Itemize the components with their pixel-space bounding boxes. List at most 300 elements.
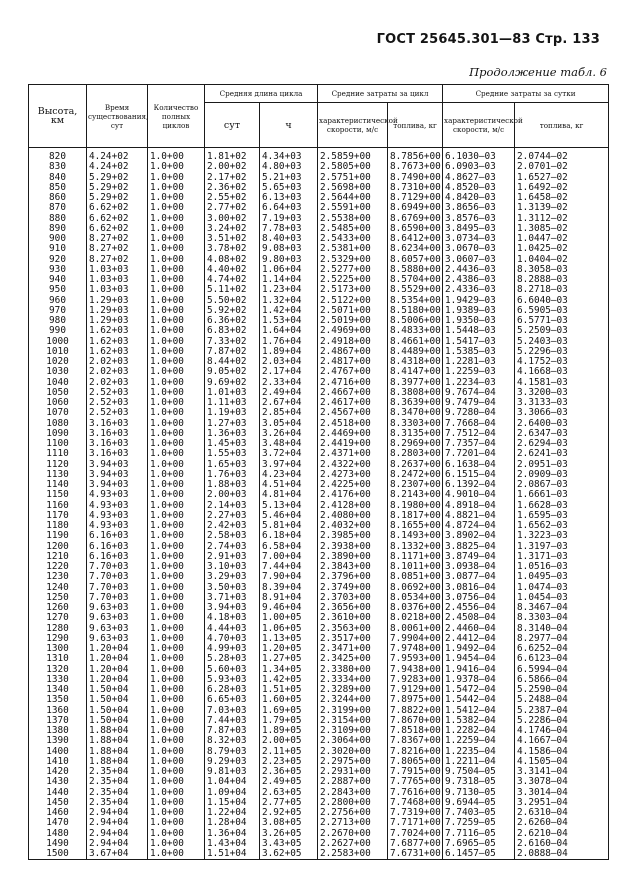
cell-fuel-per-cycle: 8.4318+00 [388, 357, 443, 367]
cell-cycle-count: 1.0+00 [148, 654, 205, 664]
cell-cycle-days: 9.05+02 [205, 367, 260, 377]
table-row [29, 716, 609, 726]
cell-lifetime: 9.63+03 [87, 603, 148, 613]
cell-fuel-per-day: 6.5994—04 [515, 665, 609, 675]
cell-fuel-per-cycle: 8.5180+00 [388, 306, 443, 316]
cell-velocity-per-cycle: 2.3938+00 [318, 542, 388, 552]
cell-cycle-hours: 2.49+04 [260, 388, 318, 398]
cell-velocity-per-cycle: 2.5329+00 [318, 255, 388, 265]
cell-velocity-per-cycle: 2.4322+00 [318, 460, 388, 470]
cell-height: 890 [29, 224, 87, 234]
cell-velocity-per-cycle: 2.3199+00 [318, 706, 388, 716]
cell-lifetime: 5.29+02 [87, 183, 148, 193]
cell-velocity-per-day: 3.0756—04 [443, 593, 515, 603]
table-row [29, 367, 609, 377]
cell-height: 1210 [29, 552, 87, 562]
cell-fuel-per-day: 2.0867—03 [515, 480, 609, 490]
cell-cycle-count: 1.0+00 [148, 777, 205, 787]
cell-velocity-per-cycle: 2.3064+00 [318, 736, 388, 746]
cell-cycle-days: 7.03+03 [205, 706, 260, 716]
cell-lifetime: 2.02+03 [87, 357, 148, 367]
cell-cycle-count: 1.0+00 [148, 470, 205, 480]
cell-lifetime: 9.63+03 [87, 613, 148, 623]
cell-height: 1370 [29, 716, 87, 726]
cell-cycle-hours: 3.97+04 [260, 460, 318, 470]
table-row [29, 148, 609, 163]
cell-cycle-days: 2.77+02 [205, 203, 260, 213]
table-row [29, 337, 609, 347]
cell-velocity-per-cycle: 2.2627+00 [318, 839, 388, 849]
cell-cycle-hours: 1.60+05 [260, 695, 318, 705]
cell-velocity-per-cycle: 2.3610+00 [318, 613, 388, 623]
cell-cycle-count: 1.0+00 [148, 798, 205, 808]
cell-height: 1040 [29, 378, 87, 388]
cell-cycle-days: 8.32+03 [205, 736, 260, 746]
cell-cycle-days: 2.00+02 [205, 162, 260, 172]
cell-height: 1440 [29, 788, 87, 798]
cell-fuel-per-day: 1.3085—02 [515, 224, 609, 234]
cell-fuel-per-day: 1.0404—02 [515, 255, 609, 265]
cell-fuel-per-day: 1.6458—02 [515, 193, 609, 203]
cell-fuel-per-cycle: 8.1655+00 [388, 521, 443, 531]
cell-fuel-per-day: 1.3223—03 [515, 531, 609, 541]
cell-fuel-per-day: 1.6595—03 [515, 511, 609, 521]
cell-cycle-days: 1.28+04 [205, 818, 260, 828]
cell-fuel-per-cycle: 7.9438+00 [388, 665, 443, 675]
table-row [29, 603, 609, 613]
cell-fuel-per-cycle: 8.6057+00 [388, 255, 443, 265]
cell-cycle-count: 1.0+00 [148, 203, 205, 213]
cell-lifetime: 2.94+04 [87, 818, 148, 828]
cell-velocity-per-day: 4.8821—04 [443, 511, 515, 521]
cell-velocity-per-day: 7.7403—05 [443, 808, 515, 818]
cell-cycle-hours: 9.08+03 [260, 244, 318, 254]
cell-cycle-days: 1.01+03 [205, 388, 260, 398]
cell-velocity-per-day: 4.8627—03 [443, 173, 515, 183]
cell-lifetime: 6.16+03 [87, 542, 148, 552]
cell-lifetime: 4.24+02 [87, 162, 148, 172]
cell-velocity-per-day: 6.0903—03 [443, 162, 515, 172]
cell-velocity-per-day: 1.5472—04 [443, 685, 515, 695]
cell-fuel-per-cycle: 8.0061+00 [388, 624, 443, 634]
cell-fuel-per-day: 3.3014—04 [515, 788, 609, 798]
table-row [29, 542, 609, 552]
group-header-cycle-length: Средняя длина цикла [205, 85, 318, 103]
cell-lifetime: 1.29+03 [87, 296, 148, 306]
cell-velocity-per-day: 1.5385—03 [443, 347, 515, 357]
cell-fuel-per-day: 4.1505—04 [515, 757, 609, 767]
cell-lifetime: 1.88+04 [87, 736, 148, 746]
cell-fuel-per-cycle: 8.5880+00 [388, 265, 443, 275]
cell-height: 1020 [29, 357, 87, 367]
cell-height: 910 [29, 244, 87, 254]
cell-cycle-count: 1.0+00 [148, 531, 205, 541]
cell-cycle-hours: 2.17+04 [260, 367, 318, 377]
cell-height: 1400 [29, 747, 87, 757]
cell-height: 1470 [29, 818, 87, 828]
cell-cycle-count: 1.0+00 [148, 244, 205, 254]
page-header: ГОСТ 25645.301—83 Стр. 133 [376, 32, 600, 47]
table-row [29, 552, 609, 562]
cell-cycle-count: 1.0+00 [148, 521, 205, 531]
table-row [29, 244, 609, 254]
table-row [29, 490, 609, 500]
cell-lifetime: 2.52+03 [87, 408, 148, 418]
cell-velocity-per-cycle: 2.5019+00 [318, 316, 388, 326]
cell-fuel-per-cycle: 8.3977+00 [388, 378, 443, 388]
cell-cycle-count: 1.0+00 [148, 398, 205, 408]
cell-velocity-per-day: 1.2234—03 [443, 378, 515, 388]
cell-cycle-days: 1.45+03 [205, 439, 260, 449]
cell-cycle-count: 1.0+00 [148, 224, 205, 234]
cell-cycle-hours: 7.78+03 [260, 224, 318, 234]
cell-velocity-per-cycle: 2.3020+00 [318, 747, 388, 757]
cell-fuel-per-cycle: 8.6590+00 [388, 224, 443, 234]
cell-velocity-per-cycle: 2.4176+00 [318, 490, 388, 500]
cell-velocity-per-day: 6.1030—03 [443, 148, 515, 163]
cell-velocity-per-day: 1.5412—04 [443, 706, 515, 716]
cell-height: 900 [29, 234, 87, 244]
cell-lifetime: 7.70+03 [87, 593, 148, 603]
cell-cycle-count: 1.0+00 [148, 736, 205, 746]
cell-fuel-per-cycle: 8.1011+00 [388, 562, 443, 572]
table-row [29, 265, 609, 275]
cell-cycle-count: 1.0+00 [148, 716, 205, 726]
cell-lifetime: 6.62+02 [87, 214, 148, 224]
cell-fuel-per-cycle: 8.0692+00 [388, 583, 443, 593]
table-row [29, 203, 609, 213]
cell-fuel-per-day: 6.6252—04 [515, 644, 609, 654]
table-row [29, 818, 609, 828]
cell-height: 840 [29, 173, 87, 183]
cell-lifetime: 3.67+04 [87, 849, 148, 860]
cell-fuel-per-cycle: 7.9283+00 [388, 675, 443, 685]
cell-fuel-per-cycle: 7.7024+00 [388, 829, 443, 839]
cell-fuel-per-cycle: 8.5704+00 [388, 275, 443, 285]
cell-velocity-per-day: 2.4460—04 [443, 624, 515, 634]
cell-fuel-per-day: 6.6123—04 [515, 654, 609, 664]
cell-height: 1310 [29, 654, 87, 664]
cell-height: 1190 [29, 531, 87, 541]
table-row [29, 501, 609, 511]
cell-cycle-count: 1.0+00 [148, 747, 205, 757]
cell-height: 1000 [29, 337, 87, 347]
cell-velocity-per-day: 1.5448—03 [443, 326, 515, 336]
cell-cycle-hours: 1.89+05 [260, 726, 318, 736]
cell-height: 1460 [29, 808, 87, 818]
cell-height: 970 [29, 306, 87, 316]
data-table [28, 84, 609, 860]
cell-cycle-hours: 6.13+03 [260, 193, 318, 203]
cell-fuel-per-cycle: 7.7171+00 [388, 818, 443, 828]
cell-velocity-per-cycle: 2.5859+00 [318, 148, 388, 163]
cell-velocity-per-cycle: 2.4867+00 [318, 347, 388, 357]
cell-velocity-per-day: 1.9492—04 [443, 644, 515, 654]
cell-lifetime: 3.94+03 [87, 460, 148, 470]
table-row [29, 378, 609, 388]
cell-velocity-per-day: 3.0607—03 [443, 255, 515, 265]
cell-height: 1250 [29, 593, 87, 603]
table-row [29, 593, 609, 603]
cell-cycle-hours: 2.00+05 [260, 736, 318, 746]
cell-cycle-days: 5.50+02 [205, 296, 260, 306]
cell-cycle-count: 1.0+00 [148, 829, 205, 839]
cell-velocity-per-cycle: 2.5122+00 [318, 296, 388, 306]
cell-height: 1330 [29, 675, 87, 685]
cell-velocity-per-cycle: 2.4767+00 [318, 367, 388, 377]
cell-cycle-hours: 1.64+04 [260, 326, 318, 336]
cell-lifetime: 1.50+04 [87, 685, 148, 695]
cell-height: 990 [29, 326, 87, 336]
cell-fuel-per-cycle: 8.3303+00 [388, 419, 443, 429]
cell-cycle-count: 1.0+00 [148, 449, 205, 459]
cell-velocity-per-cycle: 2.3563+00 [318, 624, 388, 634]
cell-fuel-per-cycle: 8.5354+00 [388, 296, 443, 306]
cell-velocity-per-cycle: 2.3380+00 [318, 665, 388, 675]
cell-cycle-days: 1.11+03 [205, 398, 260, 408]
table-row [29, 757, 609, 767]
cell-fuel-per-cycle: 8.7310+00 [388, 183, 443, 193]
cell-velocity-per-day: 9.7280—04 [443, 408, 515, 418]
cell-cycle-count: 1.0+00 [148, 757, 205, 767]
cell-velocity-per-day: 1.9378—04 [443, 675, 515, 685]
cell-cycle-hours: 6.64+03 [260, 203, 318, 213]
cell-fuel-per-day: 2.0701—02 [515, 162, 609, 172]
cell-height: 1080 [29, 419, 87, 429]
table-row [29, 531, 609, 541]
cell-cycle-days: 3.78+02 [205, 244, 260, 254]
table-row [29, 193, 609, 203]
cell-velocity-per-cycle: 2.4817+00 [318, 357, 388, 367]
cell-velocity-per-day: 1.2211—04 [443, 757, 515, 767]
cell-cycle-hours: 1.14+04 [260, 275, 318, 285]
cell-velocity-per-day: 9.7504—05 [443, 767, 515, 777]
cell-cycle-count: 1.0+00 [148, 767, 205, 777]
cell-height: 1220 [29, 562, 87, 572]
cell-cycle-count: 1.0+00 [148, 173, 205, 183]
subheader-fuel-cycle: топлива, кг [388, 103, 443, 148]
cell-height: 1240 [29, 583, 87, 593]
cell-lifetime: 1.29+03 [87, 306, 148, 316]
cell-fuel-per-cycle: 7.8670+00 [388, 716, 443, 726]
cell-cycle-hours: 1.06+04 [260, 265, 318, 275]
cell-cycle-count: 1.0+00 [148, 460, 205, 470]
table-row [29, 275, 609, 285]
table-row [29, 214, 609, 224]
cell-height: 1050 [29, 388, 87, 398]
table-row [29, 562, 609, 572]
cell-height: 850 [29, 183, 87, 193]
cell-cycle-hours: 8.40+03 [260, 234, 318, 244]
cell-lifetime: 4.93+03 [87, 521, 148, 531]
cell-lifetime: 3.94+03 [87, 470, 148, 480]
cell-cycle-days: 2.36+02 [205, 183, 260, 193]
cell-velocity-per-day: 7.7357—04 [443, 439, 515, 449]
cell-height: 1420 [29, 767, 87, 777]
table-row [29, 408, 609, 418]
cell-fuel-per-day: 8.2977—04 [515, 634, 609, 644]
cell-lifetime: 2.94+04 [87, 839, 148, 849]
cell-velocity-per-day: 1.9429—03 [443, 296, 515, 306]
cell-velocity-per-cycle: 2.4225+00 [318, 480, 388, 490]
cell-height: 1260 [29, 603, 87, 613]
cell-height: 1110 [29, 449, 87, 459]
cell-cycle-hours: 1.89+04 [260, 347, 318, 357]
cell-velocity-per-day: 6.1638—04 [443, 460, 515, 470]
cell-lifetime: 5.29+02 [87, 173, 148, 183]
cell-cycle-count: 1.0+00 [148, 675, 205, 685]
cell-velocity-per-cycle: 2.2931+00 [318, 767, 388, 777]
cell-fuel-per-day: 3.2951—04 [515, 798, 609, 808]
cell-height: 1480 [29, 829, 87, 839]
cell-cycle-days: 2.55+02 [205, 193, 260, 203]
cell-cycle-count: 1.0+00 [148, 562, 205, 572]
cell-lifetime: 1.03+03 [87, 265, 148, 275]
cell-velocity-per-cycle: 2.3425+00 [318, 654, 388, 664]
cell-cycle-days: 3.29+03 [205, 572, 260, 582]
cell-fuel-per-day: 6.6040—03 [515, 296, 609, 306]
cell-lifetime: 6.62+02 [87, 203, 148, 213]
cell-fuel-per-cycle: 8.2803+00 [388, 449, 443, 459]
cell-cycle-hours: 2.11+05 [260, 747, 318, 757]
cell-fuel-per-day: 3.3141—04 [515, 767, 609, 777]
cell-cycle-days: 1.81+02 [205, 148, 260, 163]
cell-cycle-hours: 2.23+05 [260, 757, 318, 767]
cell-fuel-per-cycle: 7.8518+00 [388, 726, 443, 736]
cell-velocity-per-cycle: 2.3656+00 [318, 603, 388, 613]
cell-lifetime: 2.94+04 [87, 808, 148, 818]
cell-fuel-per-cycle: 8.7856+00 [388, 148, 443, 163]
cell-height: 1180 [29, 521, 87, 531]
cell-fuel-per-cycle: 8.4147+00 [388, 367, 443, 377]
cell-velocity-per-day: 1.9350—03 [443, 316, 515, 326]
cell-fuel-per-day: 8.3467—04 [515, 603, 609, 613]
cell-velocity-per-cycle: 2.5591+00 [318, 203, 388, 213]
cell-cycle-hours: 2.03+04 [260, 357, 318, 367]
table-row [29, 788, 609, 798]
cell-fuel-per-day: 5.2509—03 [515, 326, 609, 336]
cell-lifetime: 7.70+03 [87, 562, 148, 572]
cell-velocity-per-day: 4.9010—04 [443, 490, 515, 500]
cell-fuel-per-day: 2.6260—04 [515, 818, 609, 828]
cell-fuel-per-cycle: 8.4833+00 [388, 326, 443, 336]
cell-lifetime: 4.93+03 [87, 490, 148, 500]
cell-lifetime: 6.62+02 [87, 224, 148, 234]
cell-cycle-hours: 4.23+04 [260, 470, 318, 480]
cell-cycle-count: 1.0+00 [148, 357, 205, 367]
cell-velocity-per-cycle: 2.3890+00 [318, 552, 388, 562]
cell-fuel-per-cycle: 7.6731+00 [388, 849, 443, 860]
cell-velocity-per-cycle: 2.3703+00 [318, 593, 388, 603]
cell-lifetime: 1.03+03 [87, 275, 148, 285]
cell-fuel-per-cycle: 8.3639+00 [388, 398, 443, 408]
cell-cycle-days: 1.36+04 [205, 829, 260, 839]
cell-fuel-per-cycle: 8.2969+00 [388, 439, 443, 449]
table-row [29, 849, 609, 860]
cell-fuel-per-cycle: 7.8975+00 [388, 695, 443, 705]
cell-velocity-per-day: 6.1392—04 [443, 480, 515, 490]
table-row [29, 316, 609, 326]
cell-velocity-per-cycle: 2.4032+00 [318, 521, 388, 531]
cell-fuel-per-day: 2.6294—03 [515, 439, 609, 449]
cell-height: 1150 [29, 490, 87, 500]
cell-fuel-per-cycle: 8.1980+00 [388, 501, 443, 511]
cell-velocity-per-cycle: 2.5538+00 [318, 214, 388, 224]
cell-height: 880 [29, 214, 87, 224]
cell-fuel-per-cycle: 8.7129+00 [388, 193, 443, 203]
cell-velocity-per-cycle: 2.4419+00 [318, 439, 388, 449]
cell-cycle-days: 7.33+02 [205, 337, 260, 347]
cell-cycle-hours: 8.39+04 [260, 583, 318, 593]
cell-lifetime: 3.16+03 [87, 419, 148, 429]
cell-velocity-per-cycle: 2.4518+00 [318, 419, 388, 429]
cell-velocity-per-cycle: 2.5805+00 [318, 162, 388, 172]
cell-cycle-count: 1.0+00 [148, 214, 205, 224]
cell-velocity-per-cycle: 2.2670+00 [318, 829, 388, 839]
cell-cycle-days: 1.65+03 [205, 460, 260, 470]
cell-cycle-hours: 3.62+05 [260, 849, 318, 860]
cell-cycle-days: 1.88+03 [205, 480, 260, 490]
cell-cycle-days: 9.81+03 [205, 767, 260, 777]
cell-cycle-count: 1.0+00 [148, 419, 205, 429]
cell-velocity-per-day: 3.8825—04 [443, 542, 515, 552]
table-row [29, 449, 609, 459]
cell-cycle-days: 2.42+03 [205, 521, 260, 531]
cell-height: 1320 [29, 665, 87, 675]
cell-cycle-hours: 3.26+04 [260, 429, 318, 439]
cell-cycle-count: 1.0+00 [148, 593, 205, 603]
cell-fuel-per-day: 1.6492—02 [515, 183, 609, 193]
cell-fuel-per-cycle: 8.0218+00 [388, 613, 443, 623]
cell-cycle-days: 2.74+03 [205, 542, 260, 552]
cell-cycle-hours: 1.34+05 [260, 665, 318, 675]
cell-cycle-days: 6.83+02 [205, 326, 260, 336]
cell-velocity-per-day: 3.0938—04 [443, 562, 515, 572]
cell-cycle-days: 1.09+04 [205, 788, 260, 798]
cell-height: 1010 [29, 347, 87, 357]
cell-cycle-days: 4.40+02 [205, 265, 260, 275]
cell-cycle-hours: 4.34+03 [260, 148, 318, 163]
cell-velocity-per-cycle: 2.5071+00 [318, 306, 388, 316]
cell-lifetime: 9.63+03 [87, 634, 148, 644]
cell-cycle-count: 1.0+00 [148, 439, 205, 449]
cell-velocity-per-day: 6.1515—04 [443, 470, 515, 480]
subheader-days: сут [205, 103, 260, 148]
cell-cycle-days: 4.74+02 [205, 275, 260, 285]
table-row [29, 183, 609, 193]
table-row [29, 808, 609, 818]
cell-lifetime: 1.62+03 [87, 337, 148, 347]
cell-cycle-days: 3.94+03 [205, 603, 260, 613]
cell-lifetime: 1.62+03 [87, 326, 148, 336]
table-row [29, 521, 609, 531]
cell-cycle-count: 1.0+00 [148, 501, 205, 511]
cell-velocity-per-cycle: 2.5277+00 [318, 265, 388, 275]
cell-cycle-hours: 1.13+05 [260, 634, 318, 644]
cell-cycle-count: 1.0+00 [148, 644, 205, 654]
cell-fuel-per-day: 2.0951—03 [515, 460, 609, 470]
cell-fuel-per-cycle: 8.5006+00 [388, 316, 443, 326]
cell-fuel-per-cycle: 7.9904+00 [388, 634, 443, 644]
cell-cycle-count: 1.0+00 [148, 265, 205, 275]
cell-lifetime: 1.62+03 [87, 347, 148, 357]
cell-fuel-per-cycle: 7.7468+00 [388, 798, 443, 808]
cell-velocity-per-cycle: 2.2756+00 [318, 808, 388, 818]
cell-fuel-per-cycle: 8.1332+00 [388, 542, 443, 552]
cell-cycle-hours: 3.26+05 [260, 829, 318, 839]
cell-cycle-count: 1.0+00 [148, 634, 205, 644]
cell-height: 1090 [29, 429, 87, 439]
